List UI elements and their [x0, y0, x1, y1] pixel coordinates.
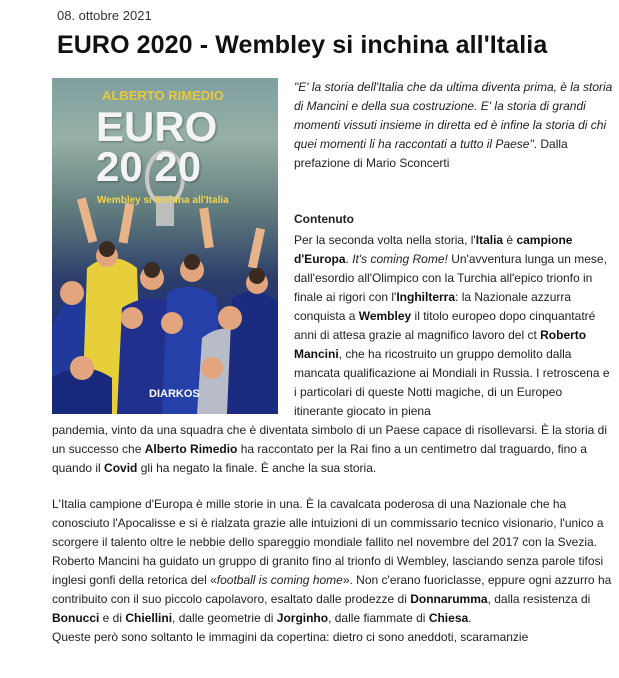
- quote-text: "E' la storia dell'Italia che da ultima diventa prima, è la storia di Mancini e della sua costruzione. E' la storia di grandi momenti vissuti insieme in diretta ed è infine la storia di chi quei momenti li ha raccontati a tutto il Paese": [294, 80, 613, 151]
- preface-quote: [294, 78, 614, 173]
- paragraph-2-sentence-2: Roberto Mancini ha guidato un gruppo di granito fino al trionfo di Wembley, lasciando senza parole tifosi inglesi gonfi della retorica del «football is coming home». Non c'erano fuoriclasse, eppure ogni azzurro ha contribuito con il suo piccolo capolavoro, esaltato dalle prodezze di Donnarumma, dalla resistenza di Bonucci e di Chiellini, dalle geometrie di Jorginho, dalle fiammate di Chiesa.: [52, 554, 612, 625]
- book-cover-image: [52, 78, 278, 414]
- paragraph-2-sentence-3: Queste però sono soltanto le immagini da copertina: dietro ci sono aneddoti, scaramanzie: [52, 630, 529, 644]
- quote-attribution: . Dalla prefazione di Mario Sconcerti: [294, 137, 568, 170]
- content-paragraph-2: [52, 495, 614, 647]
- section-heading-contenuto: Contenuto: [294, 212, 354, 226]
- content-paragraph-1-continued: pandemia, vinto da una squadra che è diventata simbolo di un Paese capace di risollevarsi. È la storia di un successo che Alberto Rimedio ha raccontato per la Rai fino a un centimetro dal traguardo, fino a quando il Covid gli ha negato la finale. È anche la sua storia.: [52, 423, 607, 475]
- cover-title-line2: 20 20: [96, 143, 202, 190]
- article-date: 08. ottobre 2021: [57, 8, 152, 23]
- cover-title-line1: EURO: [96, 103, 218, 150]
- article-title: EURO 2020 - Wembley si inchina all'Italia: [57, 31, 548, 59]
- cover-publisher: DIARKOS: [149, 388, 200, 400]
- cover-author: ALBERTO RIMEDIO: [102, 88, 224, 103]
- content-paragraph-1: Per la seconda volta nella storia, l'Italia è campione d'Europa. It's coming Rome! Un'avventura lunga un mese, dall'esordio all'Olimpico con la Turchia all'epico trionfo in finale ai rigori con l'Inghilterra: la Nazionale azzurra conquista a Wembley il titolo europeo dopo cinquantatré anni di attesa grazie al magnifico lavoro del ct Roberto Mancini, che ha ricostruito un gruppo demolito dalla mancata qualificazione ai Mondiali in Russia. I retroscena e i particolari di queste Notti magiche, di un Europeo itinerante giocato in piena: [294, 233, 610, 418]
- cover-subtitle: Wembley si inchina all'Italia: [97, 195, 229, 206]
- paragraph-2-sentence-1: L'Italia campione d'Europa è mille storie in una. È la cavalcata poderosa di una Nazionale che ha conosciuto l'Apocalisse e si è rialzata grazie alle intuizioni di un commissario tecnico visionario, l'unico a scorgere il talento oltre le nebbie dello spareggio mondiale fallito nel novembre del 2017 con la Svezia.: [52, 497, 604, 549]
